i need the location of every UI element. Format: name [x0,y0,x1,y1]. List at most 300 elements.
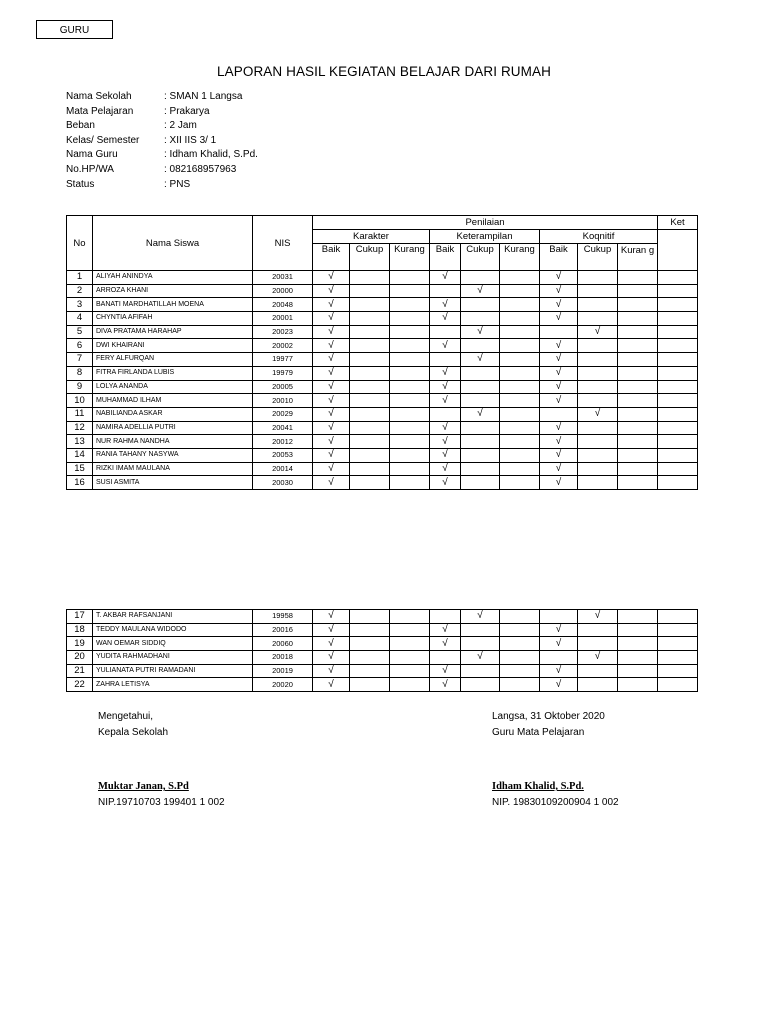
info-row [66,134,258,149]
empty-cell [350,407,390,421]
empty-cell [578,664,618,678]
row-ket [658,353,698,367]
info-row [66,90,258,105]
empty-cell [578,339,618,353]
check-mark: √ [313,312,350,326]
check-mark: √ [430,394,461,408]
empty-cell [461,678,500,692]
check-mark: √ [430,462,461,476]
check-mark: √ [313,353,350,367]
empty-cell [578,394,618,408]
empty-cell [578,435,618,449]
info-row [66,105,258,120]
empty-cell [390,623,430,637]
info-label: Beban [66,120,95,132]
check-mark: √ [430,298,461,312]
check-mark: √ [430,448,461,462]
empty-cell [390,339,430,353]
empty-cell [500,678,540,692]
table-row [67,312,698,326]
empty-cell [350,651,390,665]
empty-cell [500,448,540,462]
empty-cell [461,476,500,490]
empty-cell [390,394,430,408]
empty-cell [430,407,461,421]
empty-cell [500,610,540,624]
empty-cell [500,312,540,326]
empty-cell [500,298,540,312]
empty-cell [390,298,430,312]
empty-cell [540,407,578,421]
row-ket [658,421,698,435]
info-value: : 082168957963 [164,163,237,175]
check-mark: √ [540,462,578,476]
empty-cell [350,610,390,624]
info-label: Mata Pelajaran [66,105,134,117]
empty-cell [578,462,618,476]
check-mark: √ [430,271,461,285]
row-name: SUSI ASMITA [93,476,253,490]
empty-cell [461,339,500,353]
empty-cell [390,325,430,339]
row-name: NABILIANDA ASKAR [93,407,253,421]
empty-cell [618,678,658,692]
check-mark: √ [540,284,578,298]
row-name: ALIYAH ANINDYA [93,271,253,285]
check-mark: √ [540,353,578,367]
row-nis: 19958 [253,610,313,624]
teacher-nip: NIP. 19830109200904 1 002 [492,796,619,808]
info-label: Status [66,178,95,190]
empty-cell [618,651,658,665]
row-name: YULIANATA PUTRI RAMADANI [93,664,253,678]
info-value: : Idham Khalid, S.Pd. [164,149,258,161]
row-ket [658,678,698,692]
empty-cell [500,380,540,394]
empty-cell [350,353,390,367]
table-row [67,394,698,408]
empty-cell [390,678,430,692]
signature-right [492,709,619,810]
check-mark: √ [540,623,578,637]
row-nis: 20012 [253,435,313,449]
empty-cell [461,380,500,394]
empty-cell [430,651,461,665]
row-no: 9 [67,380,93,394]
empty-cell [350,271,390,285]
info-value: : XII IIS 3/ 1 [164,134,217,146]
check-mark: √ [430,623,461,637]
empty-cell [578,271,618,285]
empty-cell [500,623,540,637]
empty-cell [578,678,618,692]
signature-left [98,709,225,810]
check-mark: √ [313,380,350,394]
row-ket [658,623,698,637]
header-sub: Kurang [500,244,540,271]
empty-cell [618,394,658,408]
empty-cell [390,448,430,462]
check-mark: √ [461,651,500,665]
row-ket [658,448,698,462]
empty-cell [618,610,658,624]
row-no: 11 [67,407,93,421]
header-karakter: Karakter [313,230,430,244]
table-row [67,664,698,678]
empty-cell [461,448,500,462]
empty-cell [578,312,618,326]
row-nis: 19979 [253,366,313,380]
row-nis: 20001 [253,312,313,326]
check-mark: √ [313,325,350,339]
empty-cell [578,637,618,651]
check-mark: √ [578,610,618,624]
check-mark: √ [461,353,500,367]
header-sub: Kurang [390,244,430,271]
header-sub: Cukup [461,244,500,271]
table-row [67,678,698,692]
info-label: Nama Sekolah [66,91,132,102]
row-ket [658,271,698,285]
row-nis: 20000 [253,284,313,298]
row-name: DIVA PRATAMA HARAHAP [93,325,253,339]
row-ket [658,339,698,353]
row-no: 8 [67,366,93,380]
check-mark: √ [540,476,578,490]
check-mark: √ [578,651,618,665]
check-mark: √ [540,312,578,326]
row-no: 2 [67,284,93,298]
empty-cell [430,610,461,624]
info-value: : Prakarya [164,105,210,117]
row-name: FERY ALFURQAN [93,353,253,367]
row-name: MUHAMMAD ILHAM [93,394,253,408]
empty-cell [390,664,430,678]
check-mark: √ [313,637,350,651]
row-name: DWI KHAIRANI [93,339,253,353]
header-koqnitif: Koqnitif [540,230,658,244]
check-mark: √ [540,298,578,312]
check-mark: √ [313,435,350,449]
empty-cell [500,435,540,449]
check-mark: √ [578,407,618,421]
row-nis: 20060 [253,637,313,651]
check-mark: √ [540,448,578,462]
empty-cell [618,284,658,298]
empty-cell [578,353,618,367]
empty-cell [578,448,618,462]
row-name: ARROZA KHANI [93,284,253,298]
check-mark: √ [540,678,578,692]
empty-cell [540,610,578,624]
empty-cell [578,476,618,490]
empty-cell [461,298,500,312]
row-nis: 20029 [253,407,313,421]
check-mark: √ [461,407,500,421]
check-mark: √ [430,476,461,490]
table-row [67,325,698,339]
grades-table [66,215,698,490]
row-ket [658,394,698,408]
empty-cell [618,448,658,462]
check-mark: √ [313,678,350,692]
check-mark: √ [461,325,500,339]
row-ket [658,462,698,476]
check-mark: √ [540,380,578,394]
row-ket [658,366,698,380]
empty-cell [500,339,540,353]
check-mark: √ [313,610,350,624]
info-value: : 2 Jam [164,120,197,132]
check-mark: √ [430,678,461,692]
row-ket [658,312,698,326]
empty-cell [350,325,390,339]
info-block [66,90,258,192]
empty-cell [461,623,500,637]
info-row [66,119,258,134]
empty-cell [390,312,430,326]
row-nis: 20005 [253,380,313,394]
row-ket [658,476,698,490]
empty-cell [500,325,540,339]
empty-cell [578,623,618,637]
row-nis: 20030 [253,476,313,490]
empty-cell [350,312,390,326]
info-row [66,148,258,163]
row-name: WAN OEMAR SIDDIQ [93,637,253,651]
info-label: No.HP/WA [66,163,114,175]
row-no: 4 [67,312,93,326]
empty-cell [390,637,430,651]
row-name: TEDDY MAULANA WIDODO [93,623,253,637]
empty-cell [618,435,658,449]
empty-cell [350,664,390,678]
sign-right-line2: Guru Mata Pelajaran [492,726,585,738]
empty-cell [500,421,540,435]
check-mark: √ [313,462,350,476]
empty-cell [350,476,390,490]
check-mark: √ [540,366,578,380]
check-mark: √ [313,664,350,678]
empty-cell [578,298,618,312]
empty-cell [500,476,540,490]
empty-cell [500,664,540,678]
empty-cell [618,462,658,476]
row-nis: 20018 [253,651,313,665]
principal-name: Muktar Janan, S.Pd [98,781,189,792]
check-mark: √ [313,366,350,380]
empty-cell [500,407,540,421]
header-sub: Baik [430,244,461,271]
header-sub: Baik [313,244,350,271]
row-nis: 20053 [253,448,313,462]
empty-cell [430,325,461,339]
empty-cell [578,284,618,298]
check-mark: √ [540,664,578,678]
row-nis: 20023 [253,325,313,339]
empty-cell [390,407,430,421]
empty-cell [618,407,658,421]
row-name: ZAHRA LETISYA [93,678,253,692]
empty-cell [390,380,430,394]
check-mark: √ [540,435,578,449]
header-sub: Cukup [350,244,390,271]
table-row [67,407,698,421]
empty-cell [430,284,461,298]
row-name: RANIA TAHANY NASYWA [93,448,253,462]
empty-cell [390,610,430,624]
row-ket [658,610,698,624]
empty-cell [350,637,390,651]
empty-cell [618,298,658,312]
row-ket [658,284,698,298]
sign-left-line1: Mengetahui, [98,711,154,722]
info-label: Nama Guru [66,149,118,161]
empty-cell [618,271,658,285]
empty-cell [461,312,500,326]
check-mark: √ [540,271,578,285]
row-no: 21 [67,664,93,678]
page-title: LAPORAN HASIL KEGIATAN BELAJAR DARI RUMAH [217,64,551,79]
table-row [67,610,698,624]
empty-cell [350,448,390,462]
empty-cell [390,421,430,435]
check-mark: √ [313,476,350,490]
row-name: T. AKBAR RAFSANJANI [93,610,253,624]
row-name: NAMIRA ADELLIA PUTRI [93,421,253,435]
row-name: BANATI MARDHATILLAH MOENA [93,298,253,312]
empty-cell [500,271,540,285]
empty-cell [350,462,390,476]
empty-cell [578,366,618,380]
header-sub: Kuran g [618,244,658,271]
guru-tag: GURU [36,20,113,39]
info-label: Kelas/ Semester [66,134,140,146]
row-no: 7 [67,353,93,367]
check-mark: √ [430,421,461,435]
check-mark: √ [540,394,578,408]
check-mark: √ [313,623,350,637]
empty-cell [618,325,658,339]
row-no: 16 [67,476,93,490]
header-ket-blank [658,230,698,271]
empty-cell [618,312,658,326]
table-row [67,462,698,476]
table-row [67,380,698,394]
empty-cell [540,325,578,339]
check-mark: √ [313,284,350,298]
empty-cell [430,353,461,367]
row-no: 6 [67,339,93,353]
table-row [67,448,698,462]
check-mark: √ [313,407,350,421]
check-mark: √ [430,435,461,449]
row-no: 19 [67,637,93,651]
check-mark: √ [313,298,350,312]
row-nis: 20020 [253,678,313,692]
header-sub: Cukup [578,244,618,271]
empty-cell [390,651,430,665]
empty-cell [618,476,658,490]
grades-table-continued [66,609,698,692]
row-nis: 20019 [253,664,313,678]
empty-cell [500,394,540,408]
table-row [67,366,698,380]
check-mark: √ [430,366,461,380]
row-ket [658,664,698,678]
table-row [67,435,698,449]
empty-cell [461,421,500,435]
header-no: No [67,216,93,271]
table-row [67,476,698,490]
empty-cell [461,462,500,476]
row-no: 10 [67,394,93,408]
info-row [66,163,258,178]
row-no: 14 [67,448,93,462]
row-nis: 20002 [253,339,313,353]
empty-cell [350,284,390,298]
teacher-name: Idham Khalid, S.Pd. [492,781,584,792]
check-mark: √ [313,448,350,462]
check-mark: √ [430,339,461,353]
header-ket: Ket [658,216,698,230]
empty-cell [390,271,430,285]
check-mark: √ [313,651,350,665]
row-no: 1 [67,271,93,285]
header-name: Nama Siswa [93,216,253,271]
row-nis: 19977 [253,353,313,367]
sign-left-line2: Kepala Sekolah [98,726,169,738]
table-row [67,271,698,285]
check-mark: √ [313,339,350,353]
empty-cell [500,366,540,380]
empty-cell [618,637,658,651]
row-no: 3 [67,298,93,312]
empty-cell [350,339,390,353]
check-mark: √ [461,610,500,624]
row-no: 15 [67,462,93,476]
row-nis: 20031 [253,271,313,285]
table-row [67,284,698,298]
table-row [67,353,698,367]
empty-cell [500,637,540,651]
empty-cell [578,380,618,394]
check-mark: √ [430,637,461,651]
empty-cell [618,366,658,380]
empty-cell [350,435,390,449]
empty-cell [390,353,430,367]
table-row [67,651,698,665]
sign-right-line1: Langsa, 31 Oktober 2020 [492,711,605,722]
row-name: LOLYA ANANDA [93,380,253,394]
check-mark: √ [461,284,500,298]
empty-cell [390,366,430,380]
check-mark: √ [313,394,350,408]
empty-cell [461,637,500,651]
check-mark: √ [313,421,350,435]
empty-cell [461,664,500,678]
row-no: 12 [67,421,93,435]
table-row [67,623,698,637]
empty-cell [350,298,390,312]
row-ket [658,325,698,339]
row-no: 22 [67,678,93,692]
header-sub: Baik [540,244,578,271]
check-mark: √ [430,380,461,394]
row-no: 5 [67,325,93,339]
check-mark: √ [540,637,578,651]
empty-cell [578,421,618,435]
